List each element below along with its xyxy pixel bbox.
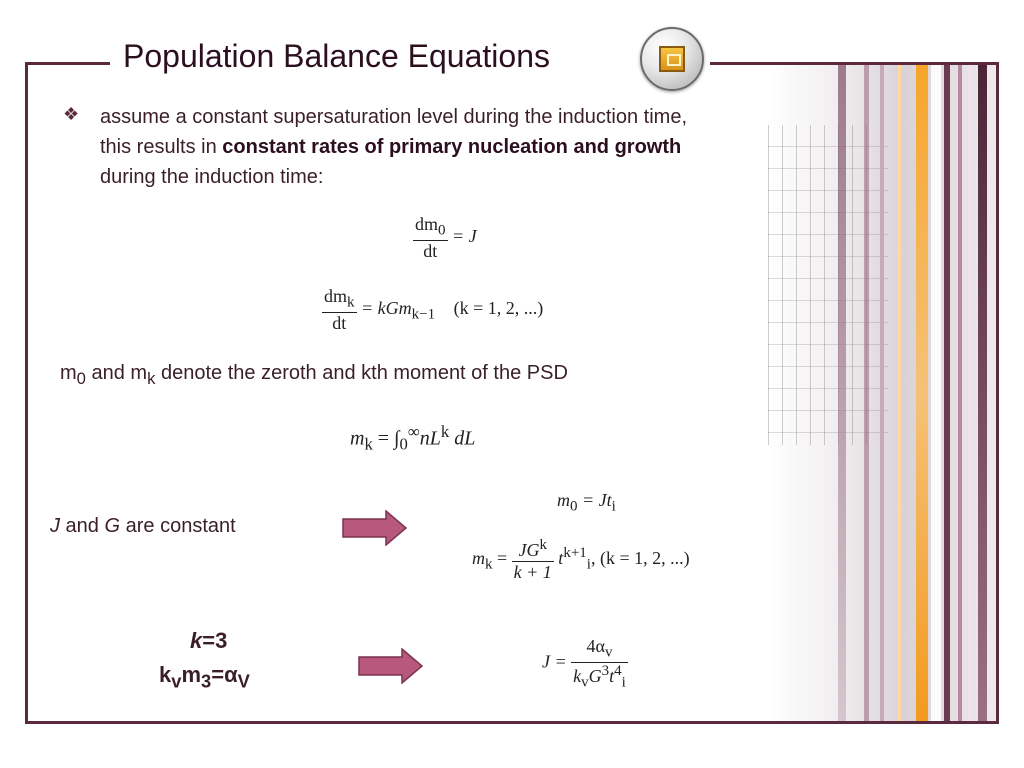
slide-title: Population Balance Equations (123, 38, 550, 74)
equation-mk-result: $m_k$ = $\frac{JG^k}{k + 1}$ $t^{k+1}_i$, (k = 1, 2, ...) (472, 537, 690, 582)
equation-moment-integral: $m_k = \int_0^\infty nL^k$ dL (350, 422, 476, 454)
bullet-line1: assume a constant supersaturation level during the induction time, (100, 106, 688, 128)
bullet-icon: ❖ (63, 104, 80, 124)
equation-j-result: J = $\frac{4\alpha_v}{k_vG^3t^4_i}$ (542, 636, 626, 691)
constant-note: J and G are constant (50, 515, 236, 537)
k-label: k=3 (190, 628, 228, 653)
bullet-line3: during the induction time: (100, 166, 324, 188)
arrow-right-icon (358, 648, 424, 684)
arrow-right-icon (342, 510, 408, 546)
square-icon (659, 46, 685, 72)
bullet-line2-emphasis: constant rates of primary nucleation and growth (222, 136, 682, 158)
kv-label: $k_vm_3=\alpha_V$ (159, 662, 250, 692)
equation-nucleation: $\frac{dm_0}{dt}$ = J (415, 214, 477, 261)
bullet-text (100, 102, 860, 192)
equation-m0-result: $m_0 = Jt_i$ (557, 490, 616, 515)
home-button-icon[interactable] (640, 27, 704, 91)
bullet-line2a: this results in (100, 136, 223, 158)
moment-note: $m_0$ and $m_k$ denote the zeroth and kth moment of the PSD (60, 362, 568, 388)
equation-moments: $\frac{dm_k}{dt}$ = kGm$_{k-1}$ (k = 1, 2, ...) (324, 286, 544, 333)
